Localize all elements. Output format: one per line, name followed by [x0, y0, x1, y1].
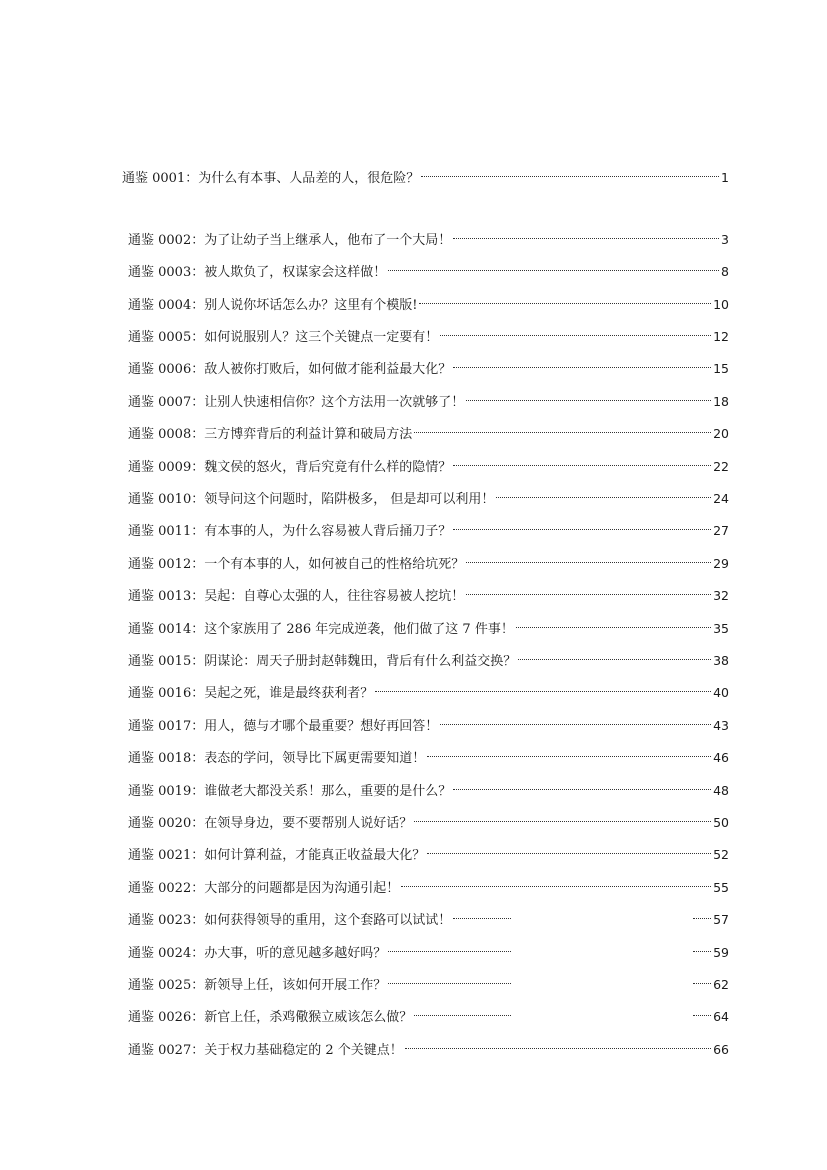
dot-leader	[427, 837, 711, 859]
toc-entry-title: 一个有本事的人，如何被自己的性格给坑死？	[204, 557, 465, 572]
toc-entry-number: 通鉴 0008：	[128, 427, 205, 442]
toc-entry-title: 为什么有本事、人品差的人，很危险？	[198, 171, 420, 186]
toc-entry-page: 57	[713, 912, 729, 927]
toc-entry-title: 这个家族用了 286 年完成逆袭，他们做了这 7 件事！	[204, 622, 514, 637]
toc-entry[interactable]	[128, 384, 729, 410]
dot-leader	[453, 449, 711, 471]
toc-entry[interactable]	[128, 254, 729, 280]
toc-entry[interactable]	[128, 416, 729, 442]
dot-leader	[440, 319, 711, 341]
toc-entry-number: 通鉴 0027：	[128, 1043, 205, 1058]
dot-leader	[453, 351, 711, 373]
toc-entry-page: 27	[713, 523, 729, 538]
toc-entry-page: 29	[713, 556, 729, 571]
toc-entry-title: 三方博弈背后的利益计算和破局方法	[204, 427, 413, 442]
toc-entry-page: 24	[713, 491, 729, 506]
toc-entry-title: 用人，德与才哪个最重要？想好再回答！	[204, 719, 439, 734]
toc-entry-page: 20	[713, 426, 729, 441]
toc-entry-page: 1	[721, 170, 729, 185]
toc-entry-number: 通鉴 0012：	[128, 557, 205, 572]
dot-leader	[419, 287, 711, 309]
toc-entry-number: 通鉴 0013：	[128, 589, 205, 604]
toc-entry-page: 46	[713, 750, 729, 765]
toc-entry[interactable]	[128, 546, 729, 572]
toc-entry[interactable]	[122, 160, 729, 186]
toc-entry-title: 吴起之死，谁是最终获利者？	[204, 686, 374, 701]
toc-entry-title: 新官上任，杀鸡儆猴立威该怎么做？	[204, 1010, 413, 1025]
toc-entry-number: 通鉴 0024：	[128, 946, 205, 961]
toc-entry-number: 通鉴 0002：	[128, 233, 205, 248]
toc-entry[interactable]	[128, 935, 729, 961]
toc-entry-number: 通鉴 0018：	[128, 751, 205, 766]
dot-leader	[388, 254, 719, 276]
toc-entry-page: 59	[713, 945, 729, 960]
toc-entry-number: 通鉴 0020：	[128, 816, 205, 831]
toc-entry-page: 32	[713, 588, 729, 603]
toc-entry-page: 22	[713, 459, 729, 474]
dot-leader	[440, 708, 711, 730]
dot-leader	[375, 675, 711, 697]
toc-entry[interactable]	[128, 999, 729, 1025]
toc-entry-page: 12	[713, 329, 729, 344]
toc-entry-page: 10	[713, 297, 729, 312]
toc-entry-number: 通鉴 0005：	[128, 330, 205, 345]
toc-entry-page: 3	[721, 232, 729, 247]
toc-entry-title: 如何说服别人？这三个关键点一定要有！	[204, 330, 439, 345]
dot-leader	[388, 967, 711, 989]
toc-entry-number: 通鉴 0010：	[128, 492, 205, 507]
toc-entry-title: 为了让幼子当上继承人，他布了一个大局！	[204, 233, 452, 248]
toc-entry-number: 通鉴 0015：	[128, 654, 205, 669]
dot-leader	[453, 902, 711, 924]
toc-entry-number: 通鉴 0023：	[128, 913, 205, 928]
toc-entry-number: 通鉴 0022：	[128, 881, 205, 896]
dot-leader	[453, 513, 711, 535]
toc-entry-title: 领导问这个问题时，陷阱极多， 但是却可以利用！	[204, 492, 495, 507]
toc-entry-title: 让别人快速相信你？这个方法用一次就够了！	[204, 395, 465, 410]
toc-entry-page: 43	[713, 718, 729, 733]
toc-entry[interactable]	[128, 319, 729, 345]
toc-entry[interactable]	[128, 578, 729, 604]
toc-entry-title: 新领导上任，该如何开展工作？	[204, 978, 387, 993]
toc-entry[interactable]	[128, 967, 729, 993]
toc-entry-title: 谁做老大都没关系！那么，重要的是什么？	[204, 784, 452, 799]
toc-entry[interactable]	[128, 740, 729, 766]
toc-entry[interactable]	[128, 481, 729, 507]
toc-entry-title: 如何计算利益，才能真正收益最大化？	[204, 848, 426, 863]
toc-entry-number: 通鉴 0025：	[128, 978, 205, 993]
dot-leader	[453, 773, 711, 795]
toc-entry-title: 魏文侯的怒火，背后究竟有什么样的隐情？	[204, 460, 452, 475]
dot-leader	[414, 416, 711, 438]
toc-entry-title: 被人欺负了，权谋家会这样做！	[204, 265, 387, 280]
toc-entry[interactable]	[128, 902, 729, 928]
toc-entry-title: 表态的学问，领导比下属更需要知道！	[204, 751, 426, 766]
dot-leader	[405, 1032, 711, 1054]
toc-entry-page: 48	[713, 783, 729, 798]
dot-leader	[466, 384, 711, 406]
toc-entry-title: 办大事，听的意见越多越好吗？	[204, 946, 387, 961]
toc-entry-number: 通鉴 0016：	[128, 686, 205, 701]
toc-entry[interactable]	[128, 675, 729, 701]
toc-entry-title: 关于权力基础稳定的 2 个关键点！	[204, 1043, 403, 1058]
toc-entry-page: 52	[713, 847, 729, 862]
toc-entry-page: 40	[713, 685, 729, 700]
toc-entry[interactable]	[128, 351, 729, 377]
toc-entry-title: 如何获得领导的重用，这个套路可以试试！	[204, 913, 452, 928]
dot-leader	[421, 160, 719, 182]
toc-entry-number: 通鉴 0009：	[128, 460, 205, 475]
toc-entry-page: 50	[713, 815, 729, 830]
toc-entry-title: 吴起：自尊心太强的人，往往容易被人挖坑！	[204, 589, 465, 604]
toc-entry-title: 别人说你坏话怎么办？这里有个模版!	[204, 298, 418, 313]
toc-entry-page: 66	[713, 1042, 729, 1057]
toc-entry-number: 通鉴 0021：	[128, 848, 205, 863]
toc-entry-title: 大部分的问题都是因为沟通引起！	[204, 881, 400, 896]
dot-leader	[427, 740, 711, 762]
toc-entry-number: 通鉴 0017：	[128, 719, 205, 734]
toc-entry[interactable]	[128, 287, 729, 313]
toc-entry-number: 通鉴 0003：	[128, 265, 205, 280]
toc-entry-page: 62	[713, 977, 729, 992]
toc-entry-title: 有本事的人，为什么容易被人背后捅刀子？	[204, 524, 452, 539]
toc-entry[interactable]	[128, 222, 729, 248]
toc-entry-number: 通鉴 0011：	[128, 524, 205, 539]
dot-leader	[388, 935, 711, 957]
toc-entry[interactable]	[128, 805, 729, 831]
toc-entry-number: 通鉴 0001：	[122, 171, 199, 186]
toc-entry[interactable]	[128, 449, 729, 475]
toc-entry-title: 阴谋论：周天子册封赵韩魏田，背后有什么利益交换？	[204, 654, 517, 669]
dot-leader	[496, 481, 711, 503]
toc-entry-number: 通鉴 0026：	[128, 1010, 205, 1025]
toc-entry-number: 通鉴 0006：	[128, 362, 205, 377]
toc-entry-title: 敌人被你打败后，如何做才能利益最大化？	[204, 362, 452, 377]
toc-entry[interactable]	[128, 773, 729, 799]
dot-leader	[466, 578, 711, 600]
toc-entry-page: 18	[713, 394, 729, 409]
toc-entry-page: 15	[713, 361, 729, 376]
dot-leader	[466, 546, 711, 568]
toc-entry[interactable]	[128, 870, 729, 896]
toc-entry-page: 64	[713, 1009, 729, 1024]
toc-entry-number: 通鉴 0019：	[128, 784, 205, 799]
dot-leader	[453, 222, 719, 244]
dot-leader	[518, 643, 711, 665]
toc-entry-number: 通鉴 0004：	[128, 298, 205, 313]
dot-leader	[414, 805, 711, 827]
toc-entry[interactable]	[128, 611, 729, 637]
toc-entry[interactable]	[128, 837, 729, 863]
dot-leader	[516, 611, 711, 633]
toc-entry-page: 35	[713, 621, 729, 636]
toc-entry-page: 38	[713, 653, 729, 668]
toc-entry[interactable]	[128, 1032, 729, 1058]
toc-entry[interactable]	[128, 513, 729, 539]
toc-entry-page: 8	[721, 264, 729, 279]
dot-leader	[401, 870, 711, 892]
toc-entry-number: 通鉴 0007：	[128, 395, 205, 410]
toc-entry-number: 通鉴 0014：	[128, 622, 205, 637]
toc-entry-page: 55	[713, 880, 729, 895]
toc-entry-title: 在领导身边，要不要帮别人说好话？	[204, 816, 413, 831]
dot-leader	[414, 999, 711, 1021]
toc-entry[interactable]	[128, 643, 729, 669]
toc-entry[interactable]	[128, 708, 729, 734]
